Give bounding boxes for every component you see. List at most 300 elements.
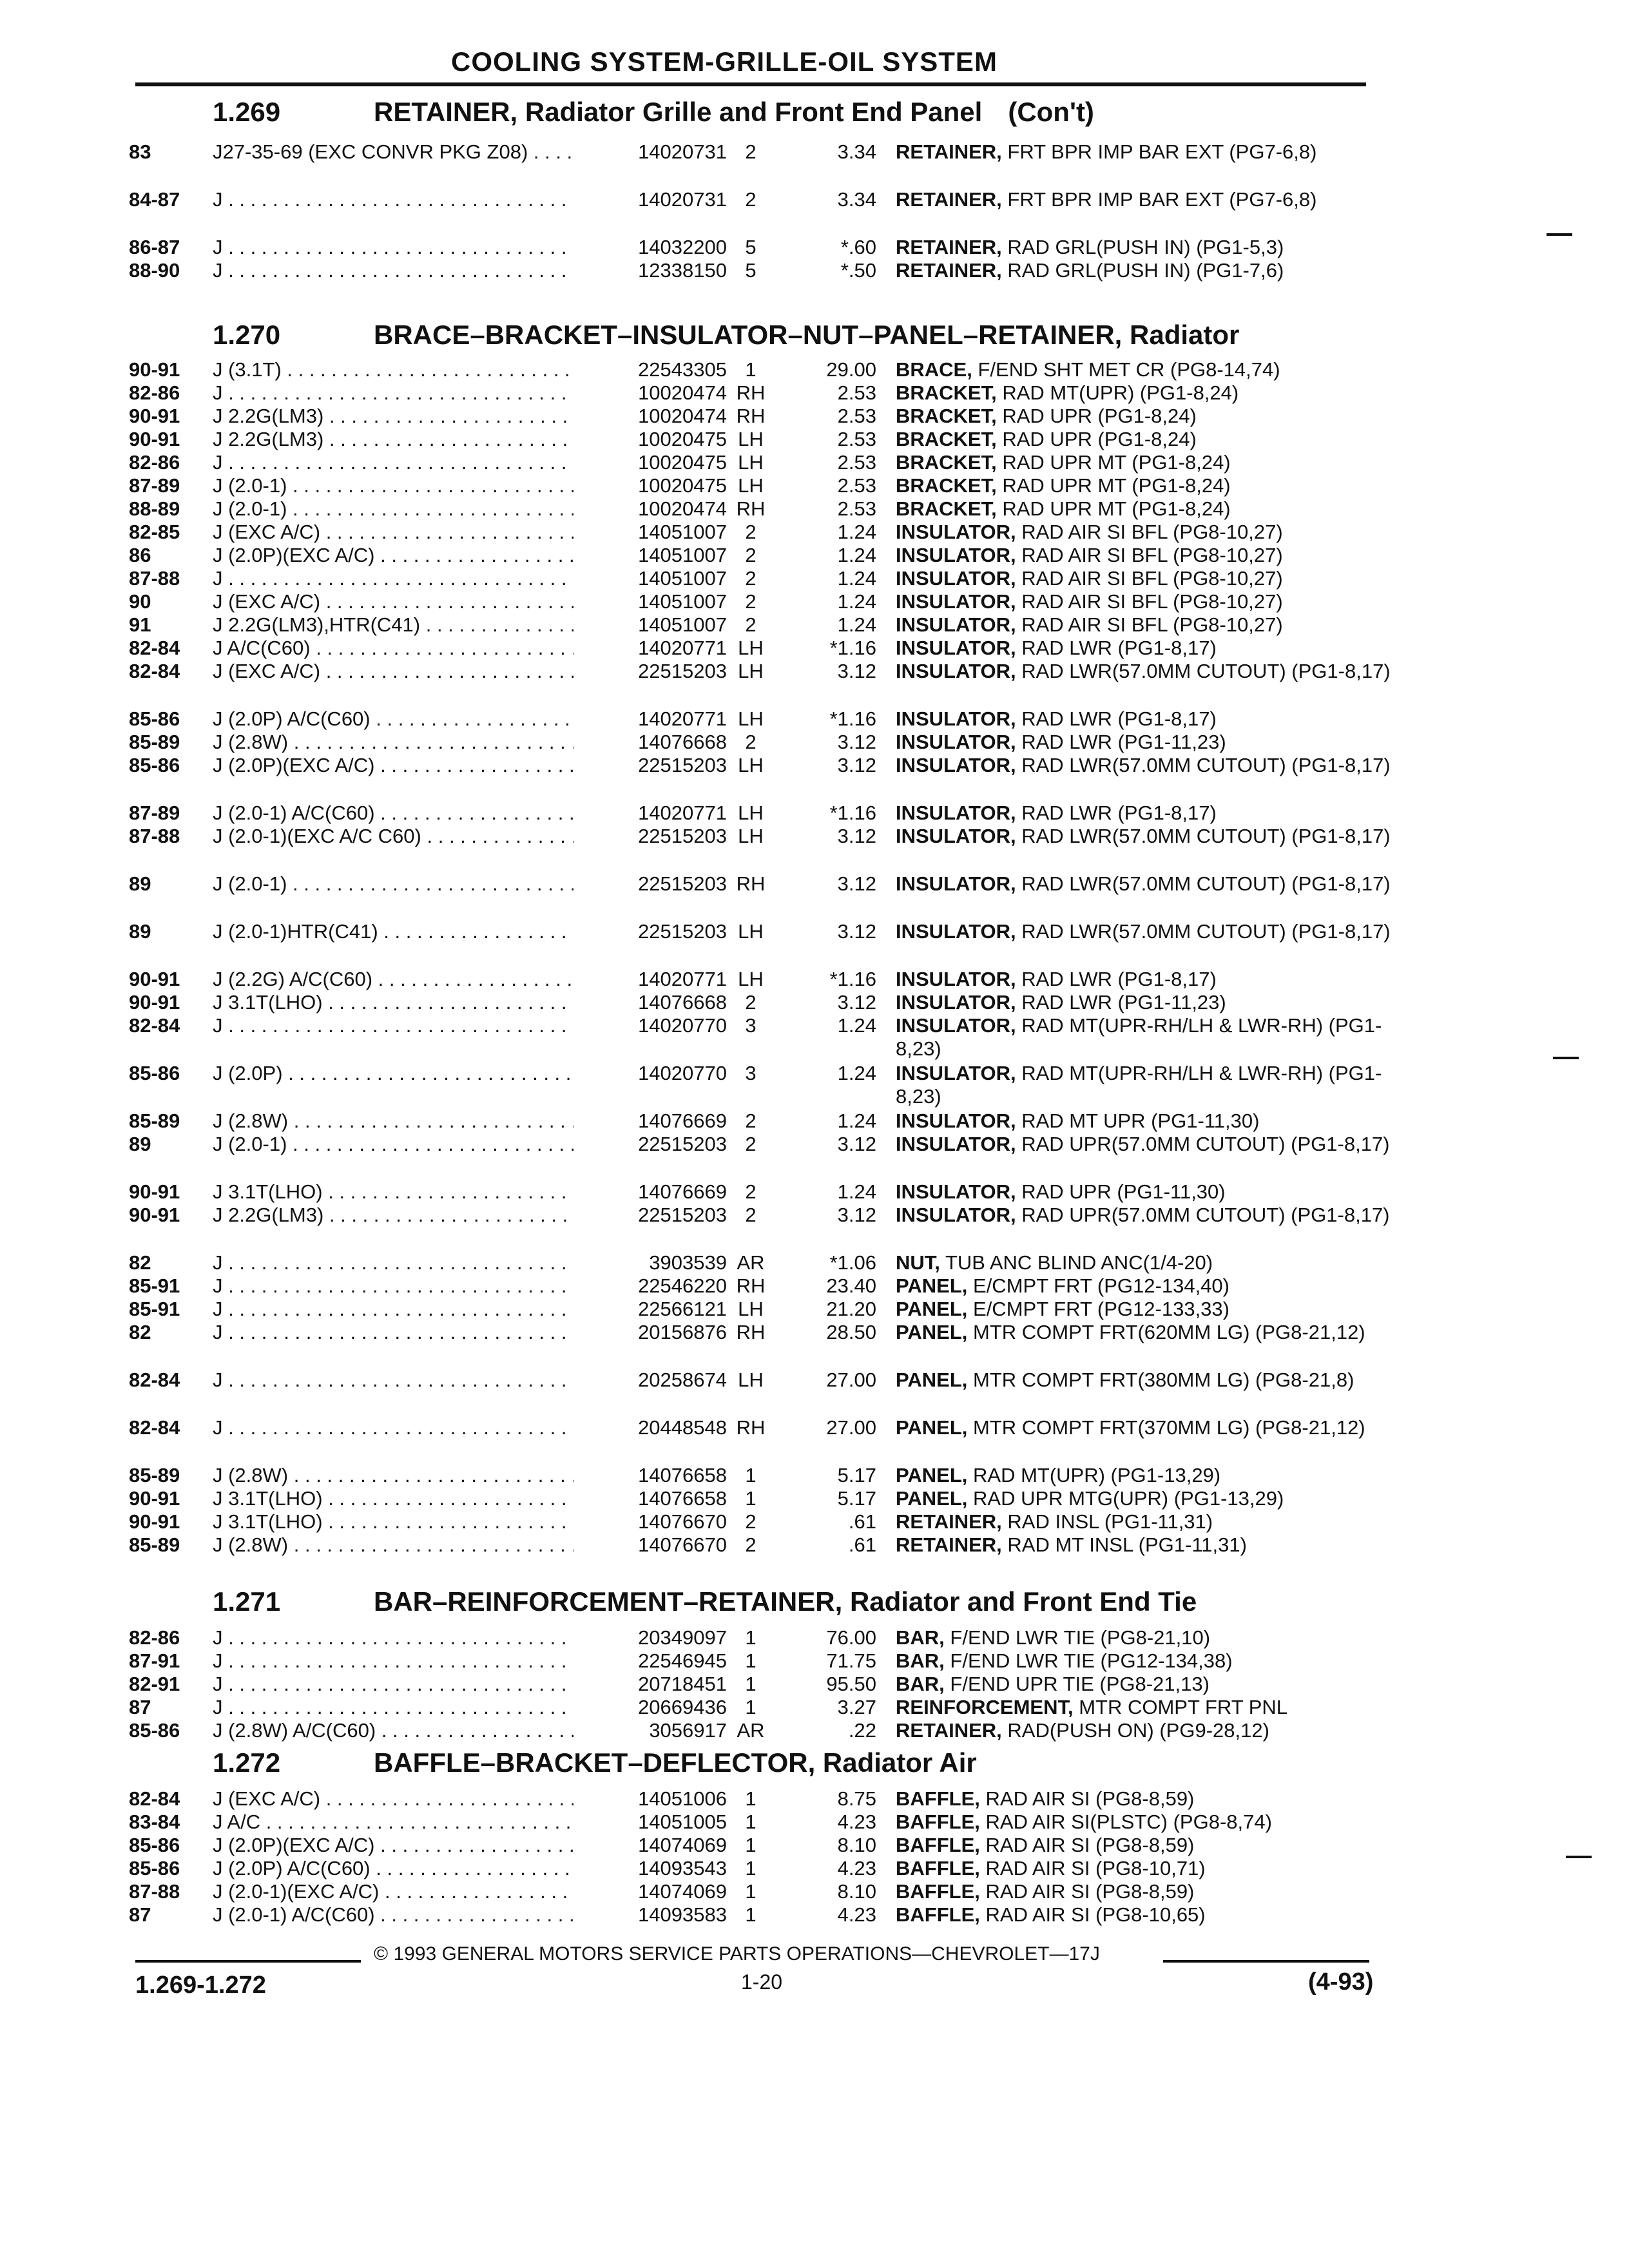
model-year: 82-86: [129, 381, 180, 404]
part-detail: MTR COMPT FRT PNL: [1079, 1696, 1288, 1718]
model-year: 91: [129, 613, 151, 636]
model-code: J . . .: [213, 1673, 689, 1696]
part-description: [896, 802, 1411, 825]
price: 2.53: [837, 497, 876, 520]
part-number: 14020771: [574, 637, 727, 660]
model-code: J . . .: [213, 1014, 689, 1037]
part-detail: RAD MT UPR (PG1-11,30): [1021, 1110, 1260, 1132]
price: 1.24: [837, 567, 876, 590]
part-description: [896, 358, 1411, 381]
part-detail: F/END LWR TIE (PG12-134,38): [950, 1649, 1233, 1672]
price: 3.12: [837, 872, 876, 895]
model-code: J . . .: [213, 1416, 689, 1439]
part-row: [129, 1510, 1418, 1533]
part-row: [129, 1464, 1418, 1487]
part-number: 22515203: [574, 1204, 727, 1227]
quantity: 1: [745, 1673, 757, 1695]
part-number: 22515203: [574, 1133, 727, 1156]
quantity: RH: [736, 381, 766, 404]
part-description: [896, 920, 1411, 943]
model-code: J (2.0P) A/C(C60) . . .: [213, 707, 689, 731]
part-row: [129, 1857, 1418, 1880]
part-name: INSULATOR,: [896, 567, 1016, 590]
model-code: J (2.0P) . . .: [213, 1062, 689, 1085]
model-year: 85-89: [129, 1110, 180, 1132]
quantity: RH: [736, 1416, 766, 1439]
copyright: © 1993 GENERAL MOTORS SERVICE PARTS OPERATIONS—CHEVROLET—17J: [374, 1943, 1100, 1965]
model-year: 85-86: [129, 1834, 180, 1856]
part-detail: RAD UPR MT (PG1-8,24): [1002, 451, 1231, 474]
model-year: 87: [129, 1903, 151, 1926]
part-description: [896, 1719, 1411, 1742]
section-heading-1269: [213, 97, 1094, 128]
part-name: INSULATOR,: [896, 825, 1016, 847]
page-title: COOLING SYSTEM-GRILLE-OIL SYSTEM: [451, 46, 998, 77]
model-code: J . . .: [213, 1274, 689, 1298]
model-code: J (EXC A/C) . . .: [213, 521, 689, 544]
part-detail: RAD AIR SI (PG8-10,65): [985, 1903, 1206, 1926]
part-detail: RAD AIR SI BFL (PG8-10,27): [1021, 613, 1283, 636]
quantity: RH: [736, 497, 766, 520]
part-description: [896, 1321, 1411, 1344]
part-number: 14051005: [574, 1811, 727, 1834]
model-code: J (3.1T) . . .: [213, 358, 689, 381]
model-code: J . . .: [213, 259, 689, 282]
part-name: INSULATOR,: [896, 991, 1016, 1014]
model-year: 87-89: [129, 474, 180, 497]
quantity: RH: [736, 872, 766, 895]
price: 3.12: [837, 920, 876, 943]
price: *1.16: [829, 802, 876, 824]
part-detail: RAD UPR MT (PG1-8,24): [1002, 474, 1231, 497]
part-name: RETAINER,: [896, 1533, 1002, 1556]
model-code: J (EXC A/C) . . .: [213, 660, 689, 683]
price: 2.53: [837, 451, 876, 474]
price: 1.24: [837, 544, 876, 566]
model-code: J 3.1T(LHO) . . .: [213, 1487, 689, 1510]
section-number: 1.269: [213, 97, 281, 127]
quantity: LH: [738, 451, 764, 474]
part-number: 14093583: [574, 1903, 727, 1927]
price: 21.20: [826, 1298, 876, 1320]
margin-mark: [1553, 1057, 1579, 1059]
quantity: 1: [745, 1834, 757, 1856]
part-name: INSULATOR,: [896, 1110, 1016, 1132]
price: *1.16: [829, 637, 876, 659]
margin-mark: [1566, 1856, 1592, 1858]
part-detail: RAD LWR (PG1-8,17): [1021, 802, 1217, 824]
part-row: [129, 236, 1418, 259]
price: 1.24: [837, 590, 876, 613]
part-number: 14020771: [574, 707, 727, 731]
model-year: 90-91: [129, 991, 180, 1014]
part-row: [129, 474, 1418, 497]
part-row: [129, 140, 1418, 188]
footer-rule-left: [135, 1960, 361, 1963]
part-row: [129, 1719, 1418, 1742]
header-rule: [135, 82, 1366, 86]
part-detail: TUB ANC BLIND ANC(1/4-20): [945, 1251, 1213, 1274]
part-detail: RAD AIR SI BFL (PG8-10,27): [1021, 567, 1283, 590]
part-number: 3903539: [574, 1251, 727, 1274]
part-row: [129, 1014, 1418, 1062]
quantity: LH: [738, 1369, 764, 1391]
parts-list-1272: [129, 1787, 1418, 1927]
part-name: BAFFLE,: [896, 1834, 980, 1856]
price: *1.16: [829, 968, 876, 990]
part-detail: RAD AIR SI BFL (PG8-10,27): [1021, 521, 1283, 543]
part-name: INSULATOR,: [896, 707, 1016, 730]
part-detail: RAD LWR(57.0MM CUTOUT) (PG1-8,17): [1021, 660, 1391, 682]
part-number: 14076668: [574, 731, 727, 754]
part-row: [129, 1673, 1418, 1696]
model-code: J 3.1T(LHO) . . .: [213, 1510, 689, 1533]
model-code: J (2.0-1)(EXC A/C C60) . . .: [213, 825, 689, 848]
page-number: 1-20: [741, 1970, 783, 1994]
model-year: 90-91: [129, 968, 180, 990]
part-row: [129, 1416, 1418, 1464]
price: 5.17: [837, 1487, 876, 1510]
price: 1.24: [837, 1180, 876, 1203]
model-year: 82-84: [129, 1369, 180, 1391]
model-year: 90-91: [129, 405, 180, 427]
part-name: PANEL,: [896, 1298, 968, 1320]
part-name: INSULATOR,: [896, 1204, 1016, 1226]
section-heading-1272: [213, 1747, 977, 1778]
model-year: 90-91: [129, 1487, 180, 1510]
model-year: 82-84: [129, 1416, 180, 1439]
quantity: 2: [745, 567, 757, 590]
part-detail: RAD LWR (PG1-8,17): [1021, 968, 1217, 990]
part-row: [129, 1880, 1418, 1903]
part-name: BRACKET,: [896, 405, 997, 427]
model-code: J (2.8W) . . .: [213, 731, 689, 754]
model-code: J A/C(C60) . . .: [213, 637, 689, 660]
part-detail: RAD AIR SI BFL (PG8-10,27): [1021, 544, 1283, 566]
quantity: 1: [745, 358, 757, 381]
part-row: [129, 358, 1418, 381]
section-number: 1.271: [213, 1586, 281, 1617]
model-year: 85-89: [129, 1533, 180, 1556]
price: 2.53: [837, 381, 876, 404]
model-code: J (2.8W) . . .: [213, 1533, 689, 1557]
part-row: [129, 1903, 1418, 1927]
model-code: J (EXC A/C) . . .: [213, 590, 689, 613]
part-detail: F/END SHT MET CR (PG8-14,74): [978, 358, 1280, 381]
part-name: BAFFLE,: [896, 1811, 980, 1833]
part-row: [129, 968, 1418, 991]
section-tail: (Con't): [1008, 97, 1094, 127]
part-number: 22515203: [574, 754, 727, 777]
quantity: 2: [745, 590, 757, 613]
part-name: INSULATOR,: [896, 521, 1016, 543]
part-detail: RAD MT INSL (PG1-11,31): [1007, 1533, 1247, 1556]
part-row: [129, 567, 1418, 590]
part-row: [129, 1321, 1418, 1369]
part-detail: RAD MT(UPR-RH/LH & LWR-RH) (PG1-8,23): [896, 1014, 1382, 1060]
part-description: [896, 1110, 1411, 1133]
quantity: 1: [745, 1487, 757, 1510]
model-code: J (2.0-1) A/C(C60) . . .: [213, 802, 689, 825]
model-code: J . . .: [213, 381, 689, 405]
price: 8.10: [837, 1880, 876, 1903]
part-row: [129, 1369, 1418, 1416]
part-detail: MTR COMPT FRT(370MM LG) (PG8-21,12): [973, 1416, 1365, 1439]
model-year: 82-84: [129, 637, 180, 659]
part-description: [896, 1416, 1411, 1439]
part-row: [129, 1110, 1418, 1133]
price: 76.00: [826, 1626, 876, 1649]
model-year: 85-89: [129, 1464, 180, 1486]
model-year: 85-86: [129, 1719, 180, 1742]
part-detail: E/CMPT FRT (PG12-133,33): [973, 1298, 1229, 1320]
part-name: BAFFLE,: [896, 1857, 980, 1879]
part-number: 20718451: [574, 1673, 727, 1696]
price: 3.12: [837, 825, 876, 847]
model-year: 86: [129, 544, 151, 566]
part-number: 10020474: [574, 497, 727, 521]
model-year: 90-91: [129, 1180, 180, 1203]
model-year: 85-89: [129, 731, 180, 753]
model-year: 90: [129, 590, 151, 613]
parts-list-1270: [129, 358, 1418, 1557]
price: 2.53: [837, 405, 876, 427]
part-description: [896, 1533, 1411, 1557]
quantity: 2: [745, 1133, 757, 1155]
part-row: [129, 1204, 1418, 1251]
model-code: J 3.1T(LHO) . . .: [213, 1180, 689, 1204]
part-detail: RAD LWR (PG1-11,23): [1021, 731, 1226, 753]
part-detail: RAD LWR(57.0MM CUTOUT) (PG1-8,17): [1021, 825, 1391, 847]
part-detail: RAD AIR SI (PG8-8,59): [985, 1880, 1195, 1903]
model-year: 87: [129, 1696, 151, 1718]
model-year: 87-89: [129, 802, 180, 824]
part-description: [896, 1673, 1411, 1696]
part-name: BRACKET,: [896, 474, 997, 497]
section-number: 1.272: [213, 1747, 281, 1778]
part-number: 14051007: [574, 544, 727, 567]
part-name: INSULATOR,: [896, 544, 1016, 566]
part-detail: RAD MT(UPR-RH/LH & LWR-RH) (PG1-8,23): [896, 1062, 1382, 1108]
part-row: [129, 1062, 1418, 1110]
part-row: [129, 1251, 1418, 1274]
part-name: INSULATOR,: [896, 872, 1016, 895]
part-description: [896, 590, 1411, 613]
part-row: [129, 544, 1418, 567]
model-code: J (2.0P) A/C(C60) . . .: [213, 1857, 689, 1880]
part-name: RETAINER,: [896, 140, 1002, 163]
price: *.50: [840, 259, 876, 282]
model-year: 87-88: [129, 825, 180, 847]
quantity: 5: [745, 236, 757, 258]
part-description: [896, 521, 1411, 544]
price: 2.53: [837, 428, 876, 450]
part-number: 22546220: [574, 1274, 727, 1298]
quantity: 1: [745, 1787, 757, 1810]
part-row: [129, 1787, 1418, 1811]
price: 1.24: [837, 613, 876, 636]
part-description: [896, 140, 1411, 164]
part-name: BRACKET,: [896, 428, 997, 450]
part-row: [129, 1133, 1418, 1180]
quantity: LH: [738, 660, 764, 682]
model-year: 85-86: [129, 1062, 180, 1084]
price: 4.23: [837, 1903, 876, 1926]
model-code: J (2.0-1)HTR(C41) . . .: [213, 920, 689, 943]
part-number: 14074069: [574, 1880, 727, 1903]
price: .61: [848, 1510, 876, 1533]
part-row: [129, 1298, 1418, 1321]
model-code: J (EXC A/C) . . .: [213, 1787, 689, 1811]
part-detail: E/CMPT FRT (PG12-134,40): [973, 1274, 1229, 1297]
part-number: 20258674: [574, 1369, 727, 1392]
part-name: INSULATOR,: [896, 1133, 1016, 1155]
model-code: J . . .: [213, 188, 689, 211]
part-row: [129, 188, 1418, 236]
quantity: LH: [738, 474, 764, 497]
quantity: 2: [745, 140, 757, 163]
model-year: 87-88: [129, 567, 180, 590]
part-detail: RAD AIR SI (PG8-8,59): [985, 1787, 1195, 1810]
quantity: 1: [745, 1903, 757, 1926]
part-name: BRACKET,: [896, 451, 997, 474]
footer-range: 1.269-1.272: [135, 1972, 266, 1999]
model-year: 87-91: [129, 1649, 180, 1672]
price: 5.17: [837, 1464, 876, 1486]
model-code: J (2.0-1) A/C(C60) . . .: [213, 1903, 689, 1927]
model-year: 88-89: [129, 497, 180, 520]
part-number: 20156876: [574, 1321, 727, 1344]
part-number: 22515203: [574, 825, 727, 848]
price: 3.12: [837, 1133, 876, 1155]
price: 95.50: [826, 1673, 876, 1695]
part-number: 14076658: [574, 1464, 727, 1487]
part-description: [896, 825, 1411, 848]
model-year: 90-91: [129, 1510, 180, 1533]
part-description: [896, 474, 1411, 497]
part-description: [896, 1369, 1411, 1392]
model-year: 85-91: [129, 1298, 180, 1320]
part-number: 14051007: [574, 613, 727, 637]
quantity: 2: [745, 991, 757, 1014]
part-number: 10020474: [574, 405, 727, 428]
quantity: RH: [736, 1321, 766, 1343]
section-heading-1270: [213, 320, 1239, 351]
part-description: [896, 1274, 1411, 1298]
part-name: RETAINER,: [896, 188, 1002, 211]
quantity: LH: [738, 707, 764, 730]
model-code: J (2.8W) . . .: [213, 1464, 689, 1487]
part-number: 14074069: [574, 1834, 727, 1857]
price: 3.12: [837, 991, 876, 1014]
model-code: J . . .: [213, 1369, 689, 1392]
part-name: PANEL,: [896, 1369, 968, 1391]
part-description: [896, 1880, 1411, 1903]
model-year: 87-88: [129, 1880, 180, 1903]
part-detail: RAD LWR (PG1-8,17): [1021, 637, 1217, 659]
quantity: 1: [745, 1857, 757, 1879]
quantity: 1: [745, 1880, 757, 1903]
part-number: 22515203: [574, 660, 727, 683]
part-description: [896, 1014, 1411, 1061]
model-year: 82: [129, 1321, 151, 1343]
part-description: [896, 188, 1411, 211]
price: 1.24: [837, 1110, 876, 1132]
part-name: RETAINER,: [896, 236, 1002, 258]
model-year: 82-91: [129, 1673, 180, 1695]
price: 3.12: [837, 731, 876, 753]
part-description: [896, 1834, 1411, 1857]
margin-mark: [1547, 233, 1572, 236]
model-year: 85-86: [129, 707, 180, 730]
part-detail: RAD UPR (PG1-8,24): [1002, 428, 1197, 450]
price: *1.06: [829, 1251, 876, 1274]
part-number: 10020475: [574, 428, 727, 451]
part-detail: RAD UPR MT (PG1-8,24): [1002, 497, 1231, 520]
model-code: J . . .: [213, 1626, 689, 1649]
part-description: [896, 1787, 1411, 1811]
part-name: INSULATOR,: [896, 754, 1016, 776]
price: 3.27: [837, 1696, 876, 1718]
model-code: J 2.2G(LM3) . . .: [213, 405, 689, 428]
model-code: J . . .: [213, 567, 689, 590]
parts-list-1271: [129, 1626, 1418, 1742]
part-description: [896, 1062, 1411, 1108]
part-row: [129, 1533, 1418, 1557]
part-name: PANEL,: [896, 1464, 968, 1486]
price: 4.23: [837, 1811, 876, 1833]
model-code: J . . .: [213, 1649, 689, 1673]
part-name: BAFFLE,: [896, 1880, 980, 1903]
quantity: LH: [738, 1298, 764, 1320]
part-description: [896, 872, 1411, 896]
part-detail: F/END LWR TIE (PG8-21,10): [950, 1626, 1211, 1649]
part-number: 14051007: [574, 590, 727, 613]
part-detail: RAD UPR(57.0MM CUTOUT) (PG1-8,17): [1021, 1133, 1390, 1155]
part-description: [896, 1464, 1411, 1487]
part-row: [129, 1626, 1418, 1649]
section-title: RETAINER, Radiator Grille and Front End Panel: [374, 97, 983, 127]
part-detail: RAD(PUSH ON) (PG9-28,12): [1007, 1719, 1269, 1742]
quantity: LH: [738, 802, 764, 824]
part-description: [896, 1649, 1411, 1673]
part-description: [896, 707, 1411, 731]
part-description: [896, 1487, 1411, 1510]
part-number: 14020770: [574, 1062, 727, 1085]
quantity: AR: [737, 1251, 765, 1274]
part-detail: RAD UPR MTG(UPR) (PG1-13,29): [973, 1487, 1284, 1510]
section-heading-1271: [213, 1586, 1197, 1617]
quantity: 5: [745, 259, 757, 282]
part-detail: RAD LWR(57.0MM CUTOUT) (PG1-8,17): [1021, 872, 1391, 895]
quantity: RH: [736, 1274, 766, 1297]
price: 4.23: [837, 1857, 876, 1879]
quantity: 2: [745, 613, 757, 636]
part-description: [896, 637, 1411, 660]
part-detail: MTR COMPT FRT(380MM LG) (PG8-21,8): [973, 1369, 1354, 1391]
part-number: 14020731: [574, 188, 727, 211]
quantity: 2: [745, 188, 757, 211]
model-code: J (2.0-1)(EXC A/C) . . .: [213, 1880, 689, 1903]
part-detail: RAD AIR SI (PG8-10,71): [985, 1857, 1206, 1879]
quantity: 1: [745, 1696, 757, 1718]
quantity: 2: [745, 1110, 757, 1132]
quantity: LH: [738, 968, 764, 990]
part-number: 14093543: [574, 1857, 727, 1880]
quantity: 1: [745, 1811, 757, 1833]
model-year: 85-86: [129, 754, 180, 776]
model-code: J (2.0P)(EXC A/C) . . .: [213, 1834, 689, 1857]
